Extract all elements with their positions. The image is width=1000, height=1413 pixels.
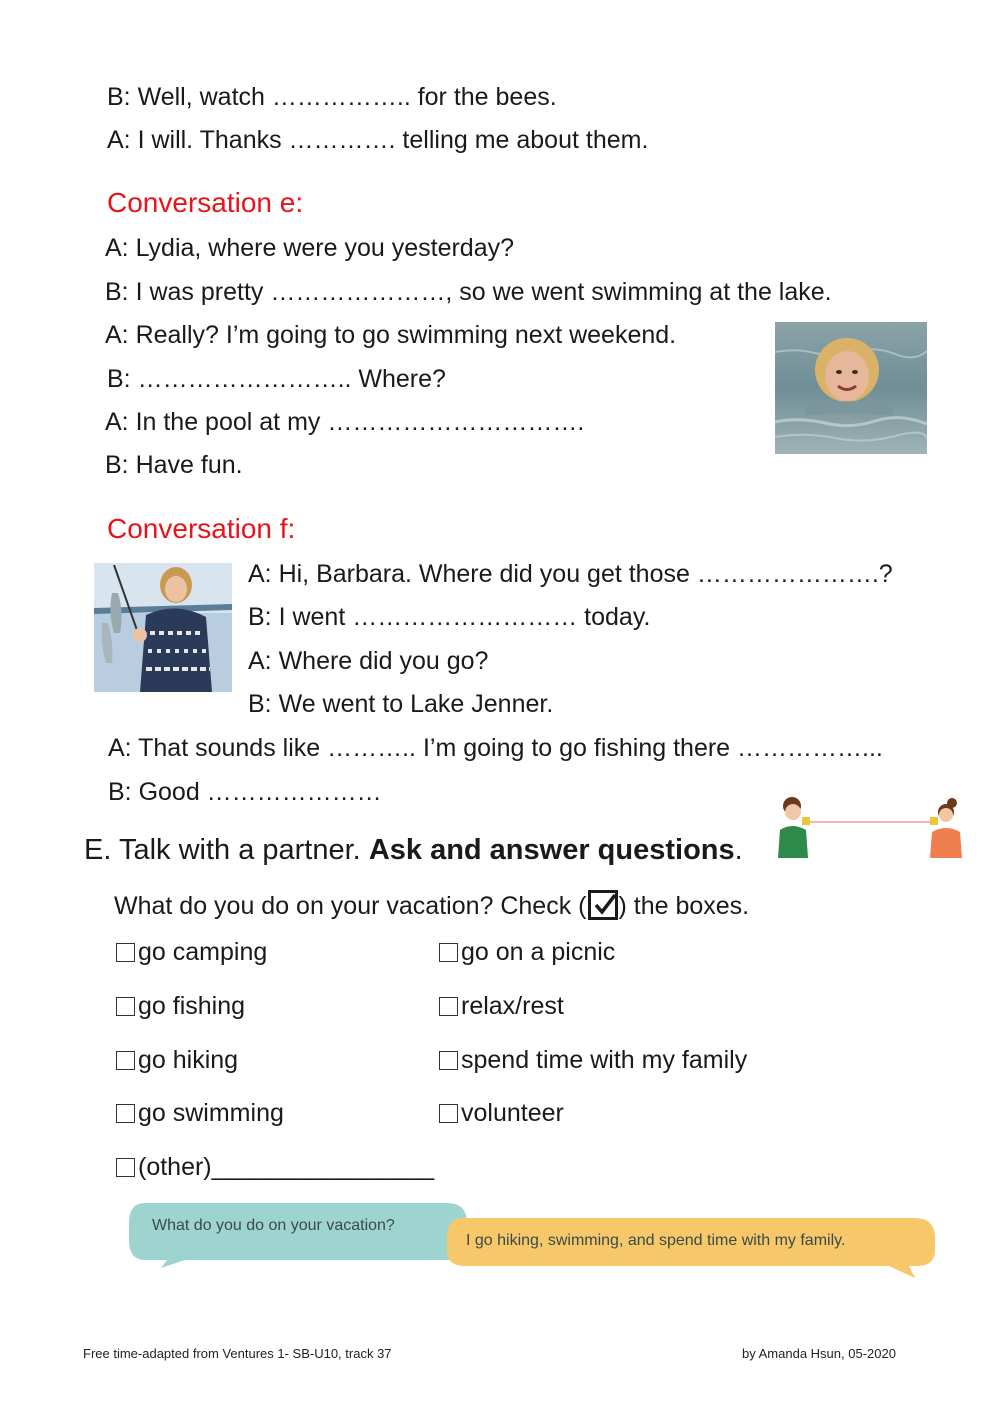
checklist-item[interactable] bbox=[439, 937, 615, 967]
dialogue-line: B: Have fun. bbox=[105, 451, 243, 479]
checklist-label: go camping bbox=[138, 938, 268, 966]
swimming-photo bbox=[775, 322, 927, 454]
checklist-item[interactable] bbox=[116, 991, 245, 1021]
checklist-label: (other)________________ bbox=[138, 1153, 435, 1181]
section-e-bold-text: Ask and answer questions bbox=[368, 834, 735, 866]
checkbox-icon[interactable] bbox=[439, 1051, 458, 1070]
checklist-item[interactable] bbox=[439, 991, 564, 1021]
checklist-label: go fishing bbox=[138, 992, 246, 1020]
dialogue-line: B: Well, watch …………….. for the bees. bbox=[107, 83, 557, 111]
section-e-period: . bbox=[734, 834, 743, 866]
checklist-item[interactable] bbox=[439, 1098, 564, 1128]
dialogue-line: A: Where did you go? bbox=[248, 647, 489, 675]
checklist-item[interactable] bbox=[116, 1045, 238, 1075]
footer-source: Free time-adapted from Ventures 1- SB-U10, track 37 bbox=[83, 1346, 392, 1361]
checklist-label: go on a picnic bbox=[461, 938, 616, 966]
conversation-e-heading: Conversation e: bbox=[107, 187, 304, 218]
checklist-label: go swimming bbox=[138, 1099, 284, 1127]
dialogue-line: A: Hi, Barbara. Where did you get those ………………….? bbox=[248, 560, 893, 588]
checkbox-icon[interactable] bbox=[439, 1104, 458, 1123]
dialogue-line: A: I will. Thanks …………. telling me about them. bbox=[107, 126, 649, 154]
dialogue-line: A: That sounds like ……….. I’m going to go fishing there ……………... bbox=[108, 734, 883, 762]
answer-bubble-text: I go hiking, swimming, and spend time with my family. bbox=[466, 1232, 846, 1249]
instruction-text-before: What do you do on your vacation? Check ( bbox=[114, 892, 587, 920]
conversation-f-heading: Conversation f: bbox=[107, 513, 296, 544]
checkbox-icon[interactable] bbox=[116, 943, 135, 962]
dialogue-line: B: Good ………………… bbox=[108, 778, 382, 806]
checkbox-icon[interactable] bbox=[116, 1104, 135, 1123]
dialogue-line: B: We went to Lake Jenner. bbox=[248, 690, 554, 718]
checklist-item-other[interactable] bbox=[116, 1152, 434, 1182]
dialogue-line: A: In the pool at my …………………………. bbox=[105, 408, 585, 436]
section-e-text: Talk with a partner. bbox=[118, 834, 361, 866]
checkbox-icon[interactable] bbox=[116, 997, 135, 1016]
checklist-item[interactable] bbox=[116, 937, 267, 967]
checkbox-icon[interactable] bbox=[116, 1158, 135, 1177]
checklist-label: spend time with my family bbox=[461, 1046, 748, 1074]
checkbox-icon[interactable] bbox=[116, 1051, 135, 1070]
checklist-label: relax/rest bbox=[461, 992, 564, 1020]
dialogue-line: B: …………………….. Where? bbox=[107, 365, 446, 393]
dialogue-line: B: I went ……………………… today. bbox=[248, 603, 651, 631]
dialogue-line: A: Lydia, where were you yesterday? bbox=[105, 234, 515, 262]
checkbox-icon[interactable] bbox=[439, 943, 458, 962]
speech-bubbles bbox=[125, 1198, 940, 1283]
check-mark-icon bbox=[588, 890, 618, 920]
section-e-title bbox=[84, 833, 743, 867]
checklist-label: go hiking bbox=[138, 1046, 239, 1074]
checklist-item[interactable] bbox=[116, 1098, 284, 1128]
checklist-instruction bbox=[114, 884, 749, 921]
checkbox-icon[interactable] bbox=[439, 997, 458, 1016]
fishing-photo bbox=[94, 563, 232, 692]
section-e-label: E. bbox=[84, 834, 112, 866]
checklist-item[interactable] bbox=[439, 1045, 747, 1075]
question-bubble-text: What do you do on your vacation? bbox=[152, 1217, 395, 1234]
instruction-text-after: ) the boxes. bbox=[618, 892, 750, 920]
telephone-cups-icon bbox=[770, 792, 980, 862]
checklist-label: volunteer bbox=[461, 1099, 564, 1127]
dialogue-line: B: I was pretty …………………, so we went swimming at the lake. bbox=[105, 278, 832, 306]
dialogue-line: A: Really? I’m going to go swimming next weekend. bbox=[105, 321, 677, 349]
footer-author: by Amanda Hsun, 05-2020 bbox=[742, 1346, 896, 1361]
